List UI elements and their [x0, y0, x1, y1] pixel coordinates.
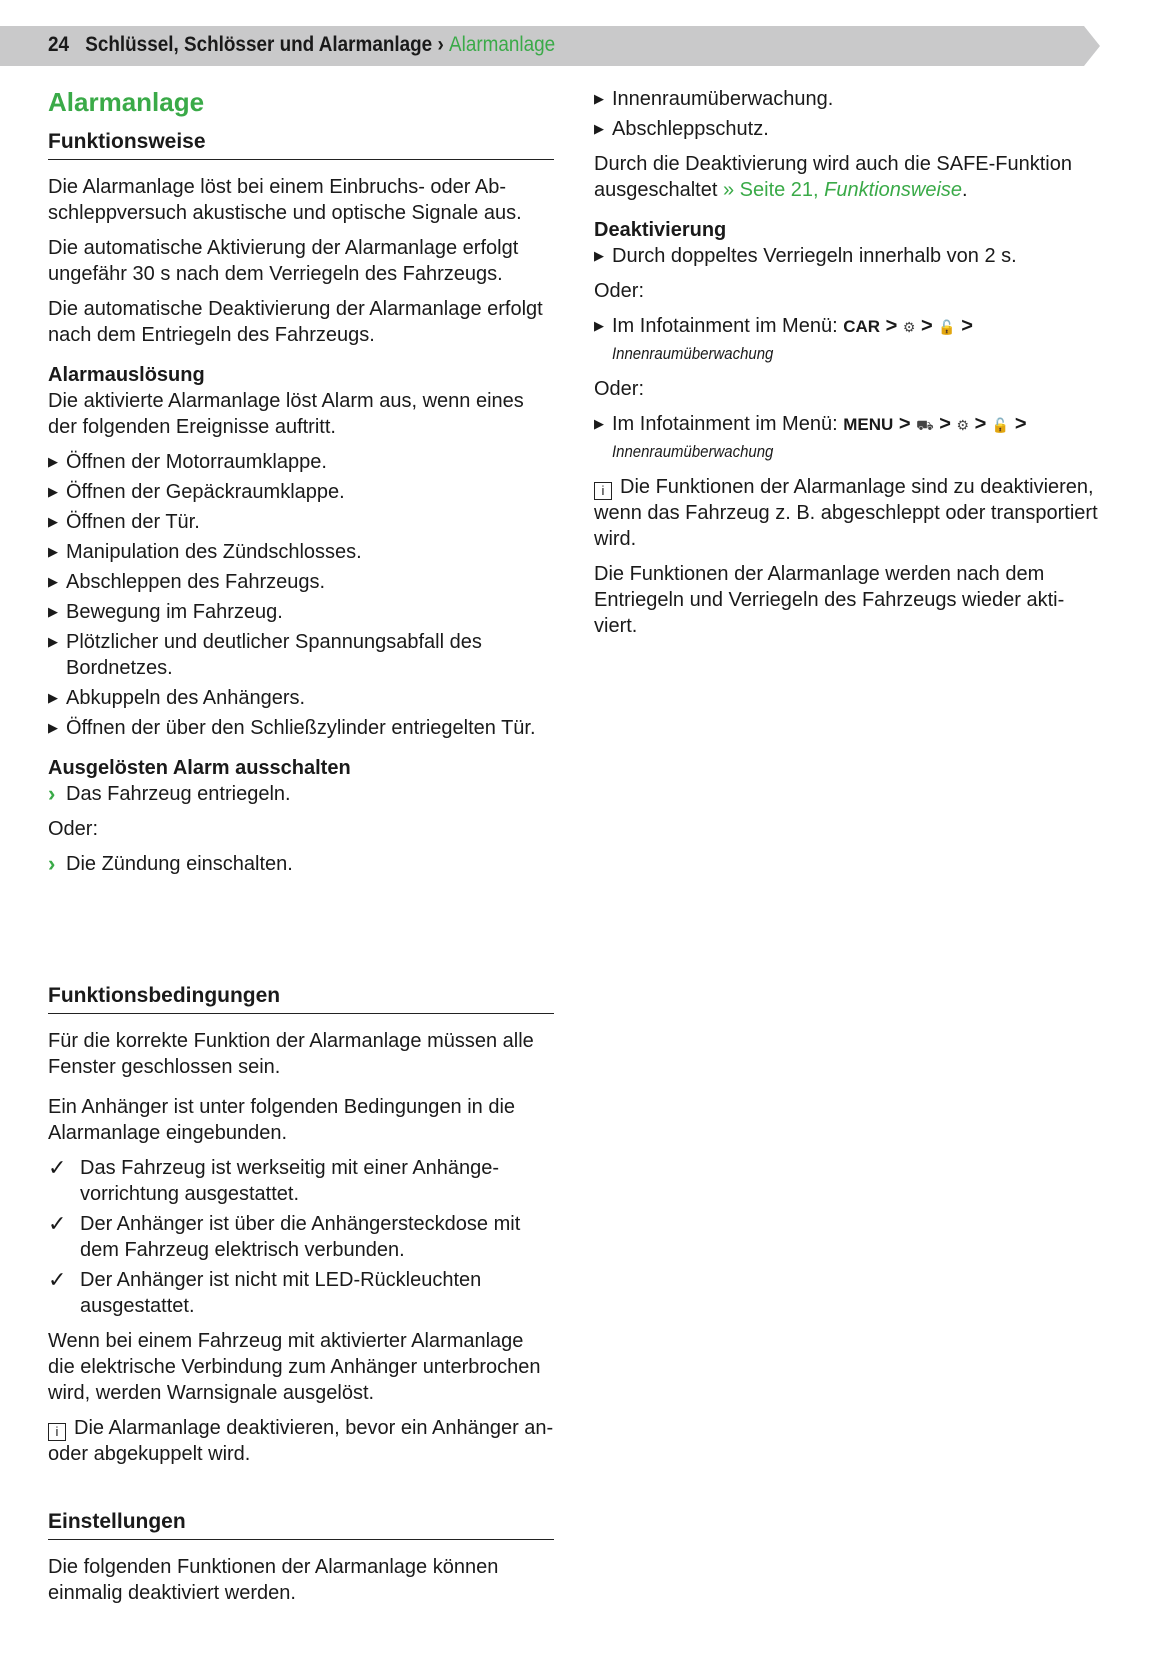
subheading-alarm-off: Ausgelösten Alarm ausschalten: [48, 757, 351, 779]
check-list: [48, 1155, 554, 1319]
bullet-icon: ▶: [48, 454, 58, 469]
item-text: Im Infotainment im Menü:: [612, 413, 838, 435]
item-text: Durch doppeltes Verriegeln innerhalb von 2 s.: [612, 245, 1017, 267]
item-text: Das Fahrzeug ist werkseitig mit einer Anhängevorrichtung ausgestattet.: [80, 1157, 500, 1205]
bullet-icon: ▶: [594, 416, 604, 431]
lock-icon: 🔓: [938, 319, 956, 335]
bullet-icon: ▶: [48, 544, 58, 559]
arrow: >: [921, 315, 933, 337]
bullet-icon: ▶: [48, 720, 58, 735]
step-list: [594, 411, 1100, 465]
period: .: [962, 179, 968, 201]
heading-funktionsweise: Funktionsweise: [48, 128, 554, 160]
lock-icon: 🔓: [991, 417, 1010, 433]
arrow: >: [939, 413, 951, 435]
list-item: [48, 599, 554, 625]
left-column: [48, 86, 554, 886]
chevron-icon: ›: [48, 851, 56, 876]
list-item: [48, 449, 554, 475]
item-text: Die Zündung einschalten.: [66, 853, 293, 875]
event-list: [48, 449, 554, 741]
check-icon: ✓: [48, 1155, 67, 1180]
item-text: Manipulation des Zündschlosses.: [66, 541, 362, 563]
check-icon: ✓: [48, 1267, 67, 1292]
note-text: Die Alarmanlage deaktivieren, bevor ein Anhänger an- oder abgekuppelt wird.: [48, 1417, 554, 1465]
check-item: [48, 1267, 554, 1319]
function-list: [594, 86, 1100, 142]
bullet-icon: ▶: [48, 514, 58, 529]
subheading-deaktivierung: Deaktivierung: [594, 219, 727, 241]
bullet-icon: ▶: [594, 248, 604, 263]
item-text: Öffnen der Motorraumklappe.: [66, 451, 327, 473]
menu-path-item: [594, 313, 1100, 367]
list-item: [48, 685, 554, 711]
page-link[interactable]: [723, 179, 962, 201]
step-item: [48, 781, 554, 807]
bullet-icon: ▶: [48, 634, 58, 649]
gear-icon: ⚙: [956, 417, 970, 433]
paragraph: Die Alarmanlage löst bei einem Einbruchs- oder Abschleppversuch akustische und optische Signale aus.: [48, 176, 522, 224]
item-text: Im Infotainment im Menü:: [612, 315, 838, 337]
list-item: [48, 509, 554, 535]
breadcrumb-section[interactable]: Alarmanlage: [449, 33, 556, 56]
arrow: >: [898, 413, 911, 435]
car-icon: ⛟: [916, 417, 934, 433]
info-icon: i: [48, 1423, 66, 1441]
arrow: >: [885, 315, 898, 337]
info-note: [594, 474, 1100, 552]
chevron-icon: ›: [48, 781, 56, 806]
step-list: [594, 243, 1100, 269]
bullet-icon: ▶: [594, 121, 604, 136]
note-text: Die Funktionen der Alarmanlage sind zu deaktivieren, wenn das Fahrzeug z. B. abgeschleppt oder transportiert wird.: [594, 476, 1098, 550]
check-item: [48, 1155, 554, 1207]
item-text: Öffnen der Tür.: [66, 511, 200, 533]
bullet-icon: ▶: [48, 604, 58, 619]
link-text[interactable]: » Seite 21,: [722, 179, 819, 201]
oder-text: Oder:: [48, 818, 99, 840]
paragraph-text: Durch die Deaktivierung wird auch die SAFE-Funktion ausgeschaltet: [594, 153, 1072, 201]
list-item: [48, 539, 554, 565]
paragraph: Die automatische Aktivierung der Alarmanlage erfolgt ungefähr 30 s nach dem Verriegeln des Fahrzeugs.: [48, 237, 519, 285]
list-item: [48, 569, 554, 595]
paragraph: Für die korrekte Funktion der Alarmanlage müssen alle Fenster geschlossen sein.: [48, 1030, 534, 1078]
paragraph: Die aktivierte Alarmanlage löst Alarm aus, wenn eines der folgenden Ereignisse auftritt.: [48, 390, 524, 438]
item-text: Öffnen der über den Schließzylinder entriegelten Tür.: [66, 717, 536, 739]
bullet-icon: ▶: [48, 574, 58, 589]
step-list: [594, 313, 1100, 367]
section-einstellungen: [48, 1508, 554, 1615]
breadcrumb-separator: ›: [437, 33, 444, 56]
oder-text: Oder:: [594, 280, 645, 302]
item-text: Der Anhänger ist über die Anhängersteckdose mit dem Fahrzeug elektrisch verbunden.: [80, 1213, 521, 1261]
right-column: [594, 86, 1100, 648]
item-text: Der Anhänger ist nicht mit LED-Rückleuchten ausgestattet.: [80, 1269, 482, 1317]
page-title: Alarmanlage: [48, 87, 205, 117]
menu-target: Innenraumüberwachung: [612, 344, 774, 363]
bullet-icon: ▶: [48, 690, 58, 705]
paragraph: [594, 151, 1100, 203]
bullet-icon: ▶: [594, 91, 604, 106]
subheading-alarmausloesung: Alarmauslösung: [48, 364, 205, 386]
heading-einstellungen: Einstellungen: [48, 1508, 554, 1540]
paragraph: Die Funktionen der Alarmanlage werden nach dem Entriegeln und Verriegeln des Fahrzeugs wieder aktiviert.: [594, 563, 1065, 637]
item-text: Abkuppeln des Anhängers.: [66, 687, 306, 709]
breadcrumb-chapter[interactable]: Schlüssel, Schlösser und Alarmanlage: [85, 33, 433, 56]
list-item: [594, 86, 1100, 112]
item-text: Abschleppen des Fahrzeugs.: [66, 571, 326, 593]
info-icon: i: [594, 482, 612, 500]
heading-funktionsbedingungen: Funktionsbedingungen: [48, 982, 554, 1014]
list-item: [48, 479, 554, 505]
step-list: [48, 851, 554, 877]
oder-text: Oder:: [594, 378, 645, 400]
step-list: [48, 781, 554, 807]
check-item: [48, 1211, 554, 1263]
item-text: Öffnen der Gepäckraumklappe.: [66, 481, 345, 503]
menu-path-item: [594, 411, 1100, 465]
paragraph: Die folgenden Funktionen der Alarmanlage können einmalig deaktiviert werden.: [48, 1556, 499, 1604]
item-text: Plötzlicher und deutlicher Spannungsabfall des Bordnetzes.: [66, 631, 482, 679]
item-text: Abschleppschutz.: [612, 118, 769, 140]
menu-key-menu: MENU: [843, 415, 894, 434]
info-note: [48, 1415, 554, 1467]
section-funktionsbedingungen: [48, 982, 554, 1476]
menu-target: Innenraumüberwachung: [612, 442, 774, 461]
check-icon: ✓: [48, 1211, 67, 1236]
page-number: 24: [48, 33, 70, 56]
list-item: [594, 243, 1100, 269]
arrow: >: [961, 315, 973, 337]
item-text: Bewegung im Fahrzeug.: [66, 601, 283, 623]
arrow: >: [1014, 413, 1027, 435]
list-item: [48, 629, 554, 681]
item-text: Innenraumüberwachung.: [612, 88, 834, 110]
list-item: [594, 116, 1100, 142]
breadcrumb: [48, 33, 555, 57]
paragraph: Die automatische Deaktivierung der Alarmanlage erfolgt nach dem Entriegeln des Fahrzeugs.: [48, 298, 543, 346]
paragraph: Wenn bei einem Fahrzeug mit aktivierter Alarmanlage die elektrische Verbindung zum Anhänger unterbrochen wird, werden Warnsignale ausgelöst.: [48, 1330, 541, 1404]
link-italic[interactable]: Funktionsweise: [824, 179, 963, 201]
step-item: [48, 851, 554, 877]
item-text: Das Fahrzeug entriegeln.: [66, 783, 291, 805]
list-item: [48, 715, 554, 741]
gear-icon: ⚙: [902, 319, 916, 335]
menu-key-car: CAR: [843, 317, 881, 336]
paragraph: Ein Anhänger ist unter folgenden Bedingungen in die Alarmanlage eingebunden.: [48, 1096, 516, 1144]
arrow: >: [974, 413, 987, 435]
bullet-icon: ▶: [48, 484, 58, 499]
bullet-icon: ▶: [594, 318, 604, 333]
